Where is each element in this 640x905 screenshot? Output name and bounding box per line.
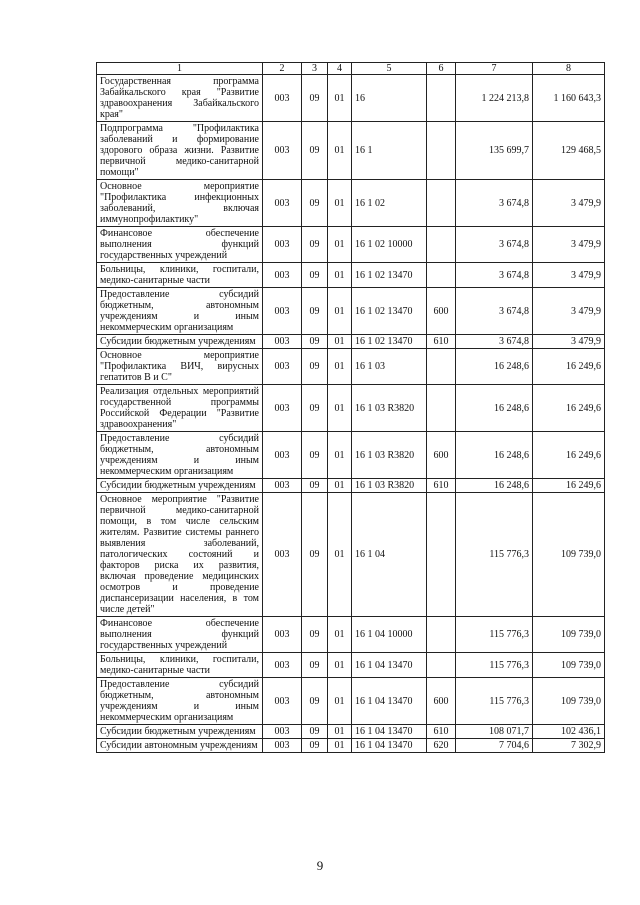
header-row xyxy=(97,63,605,75)
header-cell-3: 3 xyxy=(302,63,328,75)
amount-col7-cell: 3 674,8 xyxy=(456,180,533,227)
amount-col8-cell: 16 249,6 xyxy=(533,385,605,432)
target-article-cell: 16 1 02 13470 xyxy=(352,335,427,349)
table-row xyxy=(97,479,605,493)
amount-col8-cell: 109 739,0 xyxy=(533,493,605,617)
table-row xyxy=(97,385,605,432)
admin-code-cell: 003 xyxy=(263,479,302,493)
subsection-code-cell: 01 xyxy=(328,617,352,653)
subsection-code-cell: 01 xyxy=(328,122,352,180)
admin-code-cell: 003 xyxy=(263,432,302,479)
target-article-cell: 16 1 02 13470 xyxy=(352,263,427,288)
row-name-cell: Субсидии бюджетным учреждениям xyxy=(97,725,263,739)
row-name-cell: Реализация отдельных мероприятий государственной программы Российской Федерации "Развитие здравоохранения" xyxy=(97,385,263,432)
section-code-cell: 09 xyxy=(302,227,328,263)
target-article-cell: 16 1 04 13470 xyxy=(352,678,427,725)
subsection-code-cell: 01 xyxy=(328,493,352,617)
amount-col7-cell: 3 674,8 xyxy=(456,288,533,335)
amount-col7-cell: 16 248,6 xyxy=(456,385,533,432)
admin-code-cell: 003 xyxy=(263,227,302,263)
admin-code-cell: 003 xyxy=(263,739,302,753)
expense-type-cell xyxy=(427,122,456,180)
amount-col8-cell: 3 479,9 xyxy=(533,335,605,349)
row-name-cell: Основное мероприятие "Профилактика ВИЧ, вирусных гепатитов В и С" xyxy=(97,349,263,385)
amount-col8-cell: 16 249,6 xyxy=(533,432,605,479)
target-article-cell: 16 1 04 13470 xyxy=(352,725,427,739)
expense-type-cell xyxy=(427,653,456,678)
row-name-cell: Субсидии автономным учреждениям xyxy=(97,739,263,753)
expense-type-cell xyxy=(427,349,456,385)
amount-col8-cell: 7 302,9 xyxy=(533,739,605,753)
table-row xyxy=(97,122,605,180)
row-name-cell: Государственная программа Забайкальского края "Развитие здравоохранения Забайкальского края" xyxy=(97,75,263,122)
table-row xyxy=(97,180,605,227)
admin-code-cell: 003 xyxy=(263,349,302,385)
table-row xyxy=(97,227,605,263)
expense-type-cell: 610 xyxy=(427,479,456,493)
subsection-code-cell: 01 xyxy=(328,180,352,227)
expense-type-cell xyxy=(427,75,456,122)
amount-col8-cell: 16 249,6 xyxy=(533,479,605,493)
section-code-cell: 09 xyxy=(302,180,328,227)
expense-type-cell xyxy=(427,617,456,653)
target-article-cell: 16 xyxy=(352,75,427,122)
page-number: 9 xyxy=(316,858,324,873)
amount-col7-cell: 3 674,8 xyxy=(456,227,533,263)
target-article-cell: 16 1 02 10000 xyxy=(352,227,427,263)
header-cell-4: 4 xyxy=(328,63,352,75)
admin-code-cell: 003 xyxy=(263,263,302,288)
section-code-cell: 09 xyxy=(302,617,328,653)
amount-col7-cell: 3 674,8 xyxy=(456,335,533,349)
admin-code-cell: 003 xyxy=(263,288,302,335)
subsection-code-cell: 01 xyxy=(328,263,352,288)
amount-col8-cell: 109 739,0 xyxy=(533,653,605,678)
row-name-cell: Больницы, клиники, госпитали, медико-санитарные части xyxy=(97,263,263,288)
header-cell-5: 5 xyxy=(352,63,427,75)
expense-type-cell: 600 xyxy=(427,678,456,725)
expense-type-cell xyxy=(427,227,456,263)
target-article-cell: 16 1 03 R3820 xyxy=(352,479,427,493)
amount-col8-cell: 109 739,0 xyxy=(533,617,605,653)
row-name-cell: Субсидии бюджетным учреждениям xyxy=(97,335,263,349)
amount-col8-cell: 109 739,0 xyxy=(533,678,605,725)
table-row xyxy=(97,678,605,725)
admin-code-cell: 003 xyxy=(263,493,302,617)
budget-table xyxy=(96,62,605,753)
section-code-cell: 09 xyxy=(302,493,328,617)
amount-col7-cell: 115 776,3 xyxy=(456,678,533,725)
row-name-cell: Больницы, клиники, госпитали, медико-санитарные части xyxy=(97,653,263,678)
header-cell-1: 1 xyxy=(97,63,263,75)
section-code-cell: 09 xyxy=(302,288,328,335)
section-code-cell: 09 xyxy=(302,75,328,122)
row-name-cell: Основное мероприятие "Развитие первичной медико-санитарной помощи, в том числе сельским жителям. Развитие системы раннего выявления заболеваний, патологических состояний и факторов риска их развития, включая проведение медицинских осмотров и проведение диспансеризации населения, в том числе детей" xyxy=(97,493,263,617)
section-code-cell: 09 xyxy=(302,479,328,493)
admin-code-cell: 003 xyxy=(263,335,302,349)
subsection-code-cell: 01 xyxy=(328,349,352,385)
amount-col8-cell: 3 479,9 xyxy=(533,180,605,227)
subsection-code-cell: 01 xyxy=(328,725,352,739)
admin-code-cell: 003 xyxy=(263,617,302,653)
subsection-code-cell: 01 xyxy=(328,335,352,349)
section-code-cell: 09 xyxy=(302,385,328,432)
expense-type-cell xyxy=(427,263,456,288)
section-code-cell: 09 xyxy=(302,725,328,739)
subsection-code-cell: 01 xyxy=(328,227,352,263)
row-name-cell: Предоставление субсидий бюджетным, автономным учреждениям и иным некоммерческим организациям xyxy=(97,678,263,725)
target-article-cell: 16 1 04 10000 xyxy=(352,617,427,653)
table-row xyxy=(97,739,605,753)
header-cell-7: 7 xyxy=(456,63,533,75)
section-code-cell: 09 xyxy=(302,349,328,385)
section-code-cell: 09 xyxy=(302,739,328,753)
amount-col7-cell: 115 776,3 xyxy=(456,617,533,653)
expense-type-cell xyxy=(427,385,456,432)
subsection-code-cell: 01 xyxy=(328,385,352,432)
expense-type-cell: 610 xyxy=(427,335,456,349)
target-article-cell: 16 1 03 xyxy=(352,349,427,385)
row-name-cell: Субсидии бюджетным учреждениям xyxy=(97,479,263,493)
amount-col8-cell: 3 479,9 xyxy=(533,263,605,288)
target-article-cell: 16 1 02 13470 xyxy=(352,288,427,335)
section-code-cell: 09 xyxy=(302,335,328,349)
target-article-cell: 16 1 xyxy=(352,122,427,180)
table-row xyxy=(97,617,605,653)
amount-col7-cell: 135 699,7 xyxy=(456,122,533,180)
section-code-cell: 09 xyxy=(302,678,328,725)
admin-code-cell: 003 xyxy=(263,180,302,227)
admin-code-cell: 003 xyxy=(263,75,302,122)
table-row xyxy=(97,263,605,288)
table-row xyxy=(97,432,605,479)
amount-col7-cell: 16 248,6 xyxy=(456,349,533,385)
section-code-cell: 09 xyxy=(302,653,328,678)
target-article-cell: 16 1 03 R3820 xyxy=(352,432,427,479)
amount-col7-cell: 115 776,3 xyxy=(456,493,533,617)
subsection-code-cell: 01 xyxy=(328,432,352,479)
row-name-cell: Подпрограмма "Профилактика заболеваний и формирование здорового образа жизни. Развитие первичной медико-санитарной помощи" xyxy=(97,122,263,180)
amount-col8-cell: 3 479,9 xyxy=(533,288,605,335)
section-code-cell: 09 xyxy=(302,122,328,180)
target-article-cell: 16 1 04 xyxy=(352,493,427,617)
row-name-cell: Предоставление субсидий бюджетным, автономным учреждениям и иным некоммерческим организациям xyxy=(97,288,263,335)
expense-type-cell: 600 xyxy=(427,432,456,479)
section-code-cell: 09 xyxy=(302,432,328,479)
expense-type-cell xyxy=(427,180,456,227)
subsection-code-cell: 01 xyxy=(328,739,352,753)
subsection-code-cell: 01 xyxy=(328,288,352,335)
subsection-code-cell: 01 xyxy=(328,75,352,122)
header-cell-8: 8 xyxy=(533,63,605,75)
header-cell-6: 6 xyxy=(427,63,456,75)
subsection-code-cell: 01 xyxy=(328,678,352,725)
table-row xyxy=(97,653,605,678)
row-name-cell: Финансовое обеспечение выполнения функций государственных учреждений xyxy=(97,617,263,653)
amount-col7-cell: 3 674,8 xyxy=(456,263,533,288)
table-row xyxy=(97,75,605,122)
amount-col8-cell: 3 479,9 xyxy=(533,227,605,263)
header-cell-2: 2 xyxy=(263,63,302,75)
table-row xyxy=(97,725,605,739)
target-article-cell: 16 1 03 R3820 xyxy=(352,385,427,432)
subsection-code-cell: 01 xyxy=(328,653,352,678)
row-name-cell: Финансовое обеспечение выполнения функций государственных учреждений xyxy=(97,227,263,263)
table-row xyxy=(97,288,605,335)
amount-col7-cell: 108 071,7 xyxy=(456,725,533,739)
amount-col7-cell: 16 248,6 xyxy=(456,479,533,493)
row-name-cell: Основное мероприятие "Профилактика инфекционных заболеваний, включая иммунопрофилактику" xyxy=(97,180,263,227)
amount-col7-cell: 1 224 213,8 xyxy=(456,75,533,122)
amount-col8-cell: 129 468,5 xyxy=(533,122,605,180)
admin-code-cell: 003 xyxy=(263,678,302,725)
amount-col7-cell: 115 776,3 xyxy=(456,653,533,678)
subsection-code-cell: 01 xyxy=(328,479,352,493)
amount-col7-cell: 16 248,6 xyxy=(456,432,533,479)
amount-col8-cell: 16 249,6 xyxy=(533,349,605,385)
table-row xyxy=(97,335,605,349)
table-row xyxy=(97,349,605,385)
target-article-cell: 16 1 04 13470 xyxy=(352,653,427,678)
expense-type-cell xyxy=(427,493,456,617)
target-article-cell: 16 1 04 13470 xyxy=(352,739,427,753)
expense-type-cell: 600 xyxy=(427,288,456,335)
amount-col8-cell: 102 436,1 xyxy=(533,725,605,739)
admin-code-cell: 003 xyxy=(263,725,302,739)
admin-code-cell: 003 xyxy=(263,653,302,678)
amount-col7-cell: 7 704,6 xyxy=(456,739,533,753)
target-article-cell: 16 1 02 xyxy=(352,180,427,227)
row-name-cell: Предоставление субсидий бюджетным, автономным учреждениям и иным некоммерческим организациям xyxy=(97,432,263,479)
table-body xyxy=(97,75,605,753)
table-row xyxy=(97,493,605,617)
expense-type-cell: 620 xyxy=(427,739,456,753)
admin-code-cell: 003 xyxy=(263,122,302,180)
expense-type-cell: 610 xyxy=(427,725,456,739)
section-code-cell: 09 xyxy=(302,263,328,288)
admin-code-cell: 003 xyxy=(263,385,302,432)
amount-col8-cell: 1 160 643,3 xyxy=(533,75,605,122)
